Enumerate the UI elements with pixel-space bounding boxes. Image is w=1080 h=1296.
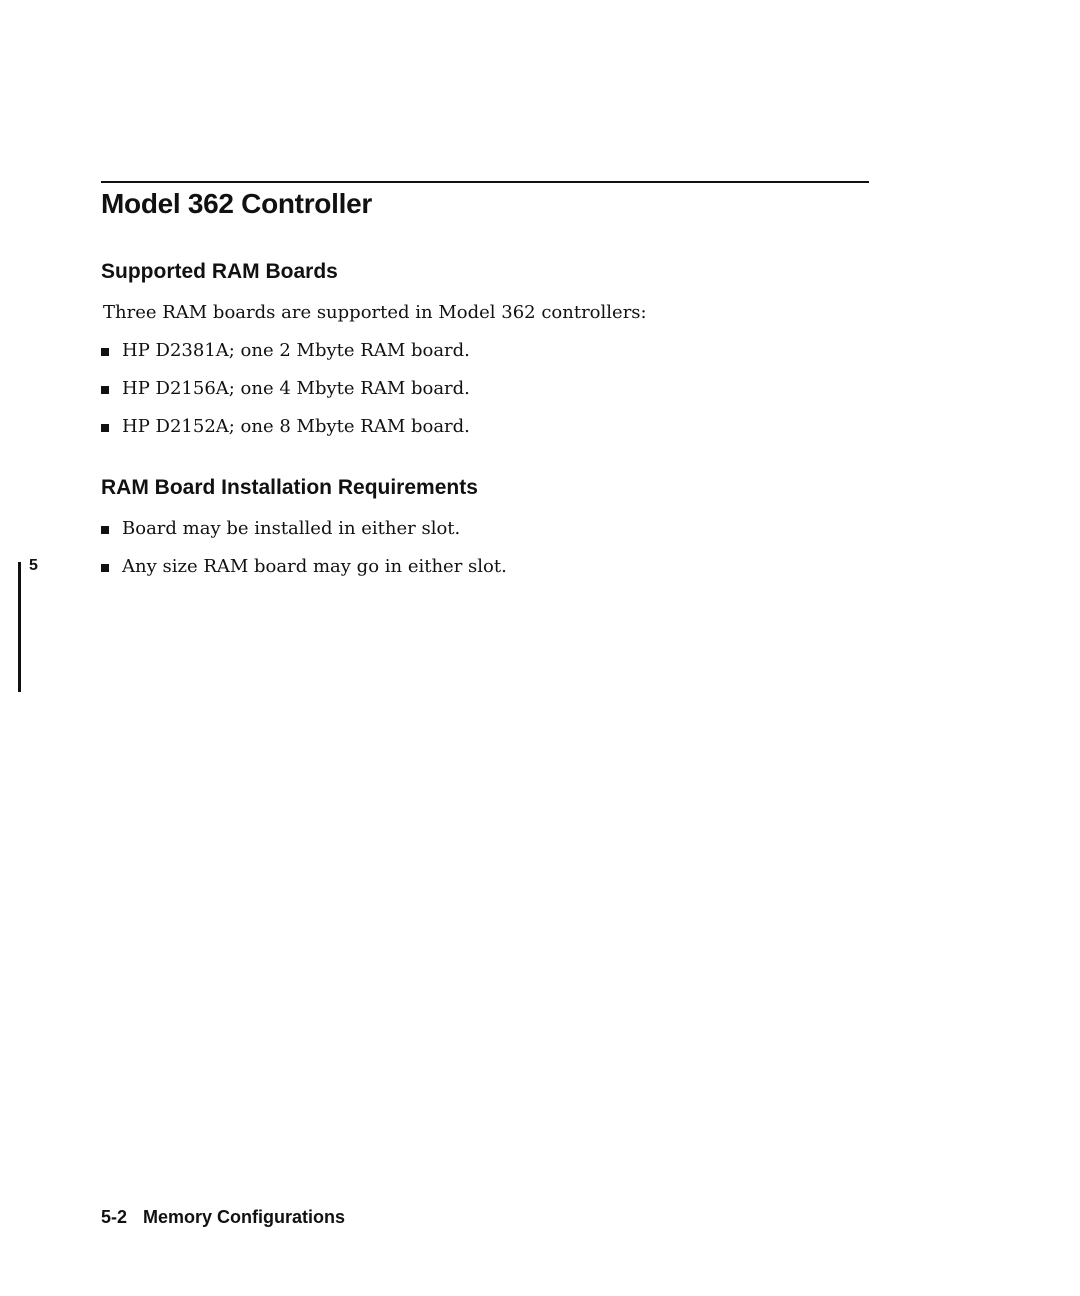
section-heading-supported-ram-boards: Supported RAM Boards (101, 260, 338, 283)
section-intro: Three RAM boards are supported in Model 362 controllers: (103, 302, 647, 323)
bullet-icon (101, 526, 109, 534)
bullet-icon (101, 564, 109, 572)
bullet-icon (101, 348, 109, 356)
supported-boards-list (101, 338, 470, 452)
installation-requirements-list (101, 516, 507, 592)
list-item (101, 414, 470, 452)
bullet-icon (101, 386, 109, 394)
list-item (101, 376, 470, 414)
list-item-text: Any size RAM board may go in either slot. (122, 556, 507, 577)
page-footer (101, 1205, 345, 1229)
page-title: Model 362 Controller (101, 188, 372, 219)
chapter-tab: 5 (29, 557, 38, 574)
list-item-text: HP D2381A; one 2 Mbyte RAM board. (122, 340, 470, 361)
bullet-icon (101, 424, 109, 432)
section-heading-installation-requirements: RAM Board Installation Requirements (101, 476, 478, 499)
list-item (101, 554, 507, 592)
list-item-text: HP D2152A; one 8 Mbyte RAM board. (122, 416, 470, 437)
list-item-text: Board may be installed in either slot. (122, 518, 461, 539)
list-item-text: HP D2156A; one 4 Mbyte RAM board. (122, 378, 470, 399)
footer-page-number: 5-2 (101, 1207, 128, 1227)
title-rule (101, 181, 869, 183)
change-bar (18, 562, 21, 692)
list-item (101, 338, 470, 376)
footer-chapter-title: Memory Configurations (143, 1207, 346, 1227)
list-item (101, 516, 507, 554)
